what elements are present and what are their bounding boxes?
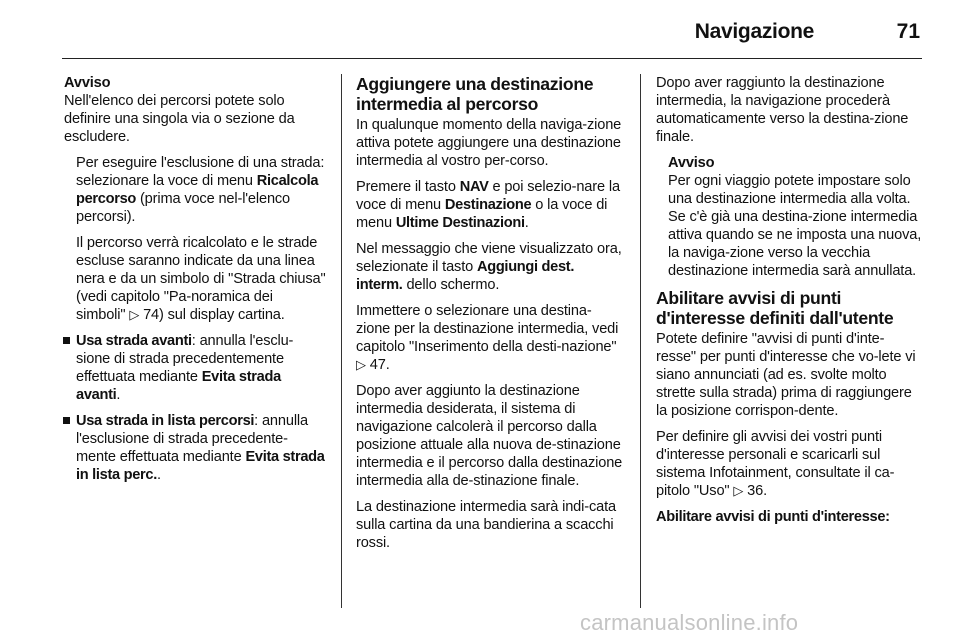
text: Premere il tasto	[356, 179, 460, 195]
watermark: carmanualsonline.info	[580, 610, 799, 635]
text: e poi selezio-nare la voce di menu	[356, 179, 620, 213]
paragraph	[656, 428, 922, 500]
page-ref: 36	[747, 483, 764, 499]
text: .	[763, 483, 767, 499]
section-heading: Aggiungere una destinazione intermedia al percorso	[356, 74, 594, 114]
text: o la voce di menu	[356, 197, 608, 231]
column-divider-2	[640, 74, 641, 608]
section-heading: Abilitare avvisi di punti d'interesse definiti dall'utente	[656, 288, 894, 328]
square-bullet-icon	[63, 417, 70, 424]
section-title: Navigazione	[694, 20, 814, 43]
paragraph	[356, 302, 624, 374]
text: Il percorso verrà ricalcolato e le strade escluse saranno indicate da una linea nera e da un simbolo di "Strada chiusa" (vedi capitolo "Pa-noramica dei simboli"	[76, 235, 326, 323]
text: .	[116, 387, 121, 403]
paragraph: La destinazione intermedia sarà indi-cata sulla cartina da una bandierina a scacchi rossi.	[356, 499, 616, 551]
arrow-ref-icon: ▷	[356, 357, 366, 372]
text: Immettere o selezionare una destina-zione per la destinazione intermedia, vedi capitolo "Inserimento della desti-nazione"	[356, 303, 619, 355]
page-header	[62, 10, 922, 56]
paragraph: Dopo aver aggiunto la destinazione intermedia desiderata, il sistema di navigazione calcolerà il percorso dalla posizione attuale alla nuova de-stinazione intermedia e il percorso dalla destinazione intermedia alla de-stinazione finale.	[356, 383, 623, 489]
column-3	[656, 74, 922, 534]
text: .	[385, 357, 390, 373]
column-divider-1	[341, 74, 342, 608]
menu-item-ref: Ricalcola percorso	[76, 173, 319, 207]
arrow-ref-icon: ▷	[129, 307, 140, 322]
header-rule	[62, 58, 922, 59]
text: .	[156, 467, 161, 483]
text: : annulla l'esclusione di strada precedente-mente effettuata mediante	[76, 413, 308, 465]
text: (prima voce nel-l'elenco percorsi).	[76, 191, 291, 225]
paragraph	[76, 154, 326, 226]
menu-item-ref: Usa strada avanti	[76, 333, 192, 349]
note-block-1	[64, 74, 326, 146]
page-ref: 74	[143, 307, 160, 323]
page-ref: 47	[369, 357, 386, 373]
menu-item-ref: Usa strada in lista percorsi	[76, 413, 255, 429]
paragraph	[356, 178, 624, 232]
paragraph	[76, 234, 326, 324]
column-1	[64, 74, 326, 492]
bullet-item	[64, 332, 326, 404]
note-text: Nell'elenco dei percorsi potete solo definire una singola via o sezione da escludere.	[64, 93, 295, 145]
column-2	[356, 74, 624, 560]
menu-item-ref: Evita strada in lista perc.	[76, 449, 325, 483]
text: Per definire gli avvisi dei vostri punti d'interesse personali e scaricarli sul sistema Infotainment, consultate il ca-pitolo "Uso"	[656, 429, 895, 499]
arrow-ref-icon: ▷	[733, 483, 744, 498]
paragraph: Potete definire "avvisi di punti d'inte-resse" per punti d'interesse che vo-lete vi siano annunciati (ad es. svolte molto strette sulla strada) prima di raggiungere la posizione corrispon-dente.	[656, 331, 916, 419]
text: : annulla l'esclu-sione di strada precedentemente effettuata mediante	[76, 333, 294, 385]
button-ref: NAV	[459, 179, 489, 195]
note-text: Per ogni viaggio potete impostare solo una destinazione intermedia alla volta. Se c'è già una destina-zione intermedia attiva quando se ne imposta una nuova, la naviga-zione verso la vecchia destinazione intermedia sarà annullata.	[668, 173, 922, 279]
note-title: Avviso	[64, 75, 111, 91]
text: ) sul display cartina.	[159, 307, 285, 323]
paragraph: In qualunque momento della naviga-zione attiva potete aggiungere una destinazione intermedia al vostro per-corso.	[356, 117, 622, 169]
menu-item-ref: Ultime Destinazioni	[395, 215, 525, 231]
page-number: 71	[896, 20, 920, 43]
menu-item-ref: Evita strada avanti	[76, 369, 281, 403]
button-ref: Aggiungi dest. interm.	[356, 259, 575, 293]
menu-item-ref: Destinazione	[444, 197, 532, 213]
subheading: Abilitare avvisi di punti d'interesse:	[656, 509, 890, 525]
bullet-item	[64, 412, 326, 484]
text: Nel messaggio che viene visualizzato ora, selezionate il tasto	[356, 241, 622, 275]
paragraph: Dopo aver raggiunto la destinazione intermedia, la navigazione procederà automaticamente verso la destina-zione finale.	[656, 75, 909, 145]
text: .	[524, 215, 529, 231]
paragraph	[356, 240, 624, 294]
text: Per eseguire l'esclusione di una strada: selezionare la voce di menu	[76, 155, 325, 189]
note-title: Avviso	[668, 155, 715, 171]
square-bullet-icon	[63, 337, 70, 344]
text: dello schermo.	[402, 277, 500, 293]
note-block-2	[668, 154, 922, 280]
